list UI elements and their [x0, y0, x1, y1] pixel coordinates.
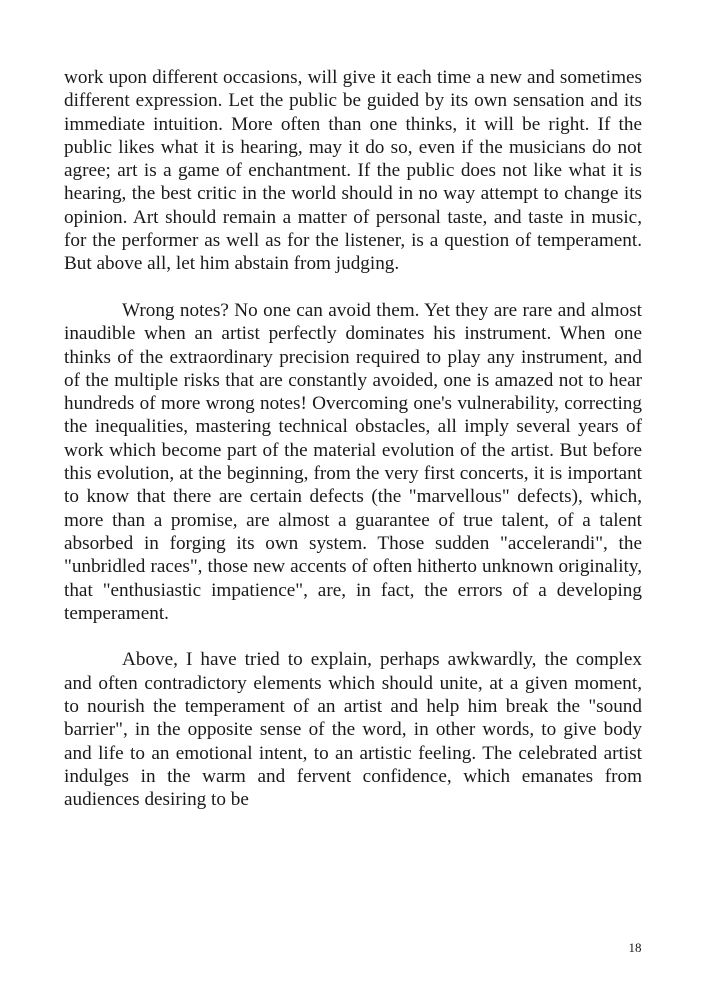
- page-number: 18: [628, 940, 642, 955]
- body-text: [64, 66, 642, 812]
- paragraph-1: work upon different occasions, will give it each time a new and sometimes different expression. Let the public be guided by its own sensation and its immediate intuition. More often than one thinks, it will be right. If the public likes what it is hearing, may it do so, even if the musicians do not agree; art is a game of enchantment. If the public does not like what it is hearing, the best critic in the world should in no way attempt to change its opinion. Art should remain a matter of personal taste, and taste in music, for the performer as well as for the listener, is a question of temperament. But above all, let him abstain from judging.: [64, 67, 642, 275]
- paragraph-2: Wrong notes? No one can avoid them. Yet they are rare and almost inaudible when an artist perfectly dominates his instrument. When one thinks of the extraordinary precision required to play any instrument, and of the multiple risks that are constantly avoided, one is amazed not to hear hundreds of more wrong notes! Overcoming one's vulnerability, correcting the inequalities, mastering technical obstacles, all imply several years of work which become part of the material evolution of the artist. But before this evolution, at the beginning, from the very first concerts, it is important to know that there are certain defects (the "marvellous" defects), which, more than a promise, are almost a guarantee of true talent, of a talent absorbed in forging its own system. Those sudden "accelerandi", the "unbridled races", those new accents of often hitherto unknown originality, that "enthusiastic impatience", are, in fact, the errors of a developing temperament.: [64, 299, 642, 624]
- paragraph-3: Above, I have tried to explain, perhaps awkwardly, the complex and often contradictory elements which should unite, at a given moment, to nourish the temperament of an artist and help him break the "sound barrier", in the opposite sense of the word, in other words, to give body and life to an emotional intent, to an artistic feeling. The celebrated artist indulges in the warm and fervent confidence, which emanates from audiences desiring to be: [64, 649, 642, 811]
